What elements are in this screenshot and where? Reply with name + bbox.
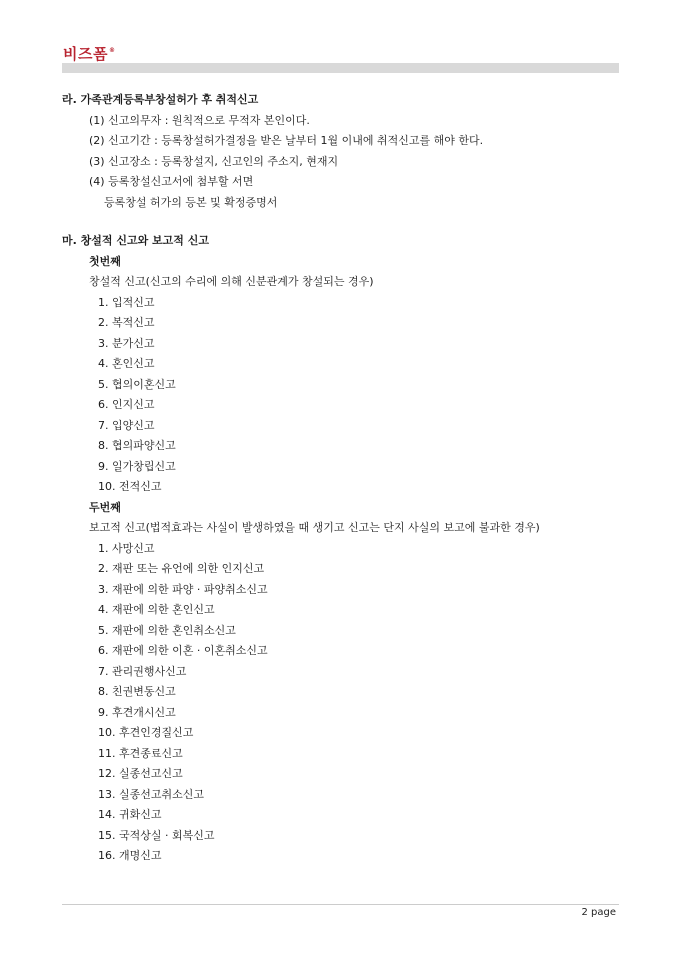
first-list-item: 9. 일가창립신고 — [98, 459, 176, 473]
second-list-item: 9. 후견개시신고 — [98, 705, 176, 719]
first-list-item: 8. 협의파양신고 — [98, 439, 176, 452]
first-list-item: 2. 복적신고 — [98, 316, 155, 329]
second-list-item: 4. 재판에 의한 혼인신고 — [98, 603, 215, 616]
second-list-item: 3. 재판에 의한 파양 · 파양취소신고 — [98, 582, 268, 596]
footer-rule — [62, 904, 619, 905]
second-list-item: 13. 실종선고취소신고 — [98, 787, 204, 801]
second-list-item: 1. 사망신고 — [98, 541, 155, 555]
section-ra-item: (3) 신고장소 : 등록창설지, 신고인의 주소지, 현재지 — [89, 154, 339, 168]
second-list-item: 6. 재판에 의한 이혼 · 이혼취소신고 — [98, 644, 268, 657]
document-body — [62, 90, 622, 867]
second-list-item: 5. 재판에 의한 혼인취소신고 — [98, 623, 236, 637]
second-description: 보고적 신고(법적효과는 사실이 발생하였을 때 생기고 신고는 단지 사실의 보고에 불과한 경우) — [89, 521, 540, 534]
first-list-item: 5. 협의이혼신고 — [98, 377, 176, 391]
second-list-item: 16. 개명신고 — [98, 849, 162, 862]
second-list-item: 14. 귀화신고 — [98, 808, 162, 821]
second-list-item: 2. 재판 또는 유언에 의한 인지신고 — [98, 562, 265, 575]
first-list-item: 4. 혼인신고 — [98, 357, 155, 370]
bizform-logo — [63, 43, 115, 64]
first-label: 첫번째 — [89, 254, 121, 268]
second-list-item: 12. 실종선고신고 — [98, 767, 183, 780]
page-number: 2 page — [581, 907, 616, 918]
first-list-item: 3. 분가신고 — [98, 336, 155, 350]
second-list-item: 8. 친권변동신고 — [98, 685, 176, 698]
section-ra-heading: 라. 가족관계등록부창설허가 후 취적신고 — [62, 93, 259, 106]
first-list-item: 1. 입적신고 — [98, 295, 155, 309]
section-ra-item: (2) 신고기간 : 등록창설허가결정을 받은 날부터 1월 이내에 취적신고를 해야 한다. — [89, 134, 484, 147]
logo-text: 비즈폼 — [63, 45, 108, 63]
section-ra-item: (1) 신고의무자 : 원칙적으로 무적자 본인이다. — [89, 113, 310, 127]
first-list-item: 7. 입양신고 — [98, 418, 155, 432]
first-list-item: 10. 전적신고 — [98, 480, 162, 493]
registered-mark: ® — [108, 47, 116, 54]
second-label: 두번째 — [89, 500, 121, 514]
header-bar — [62, 63, 619, 73]
second-list-item: 11. 후견종료신고 — [98, 746, 183, 760]
second-list-item: 10. 후견인경질신고 — [98, 726, 194, 739]
first-list-item: 6. 인지신고 — [98, 398, 155, 411]
second-list-item: 15. 국적상실 · 회복신고 — [98, 828, 215, 842]
section-ma-heading: 마. 창설적 신고와 보고적 신고 — [62, 234, 210, 247]
second-list-item: 7. 관리권행사신고 — [98, 664, 187, 678]
first-description: 창설적 신고(신고의 수리에 의해 신분관계가 창설되는 경우) — [89, 275, 374, 288]
section-ra-item: (4) 등록창설신고서에 첨부할 서면 — [89, 175, 254, 188]
section-ra-attachment: 등록창설 허가의 등본 및 확정증명서 — [104, 195, 278, 209]
